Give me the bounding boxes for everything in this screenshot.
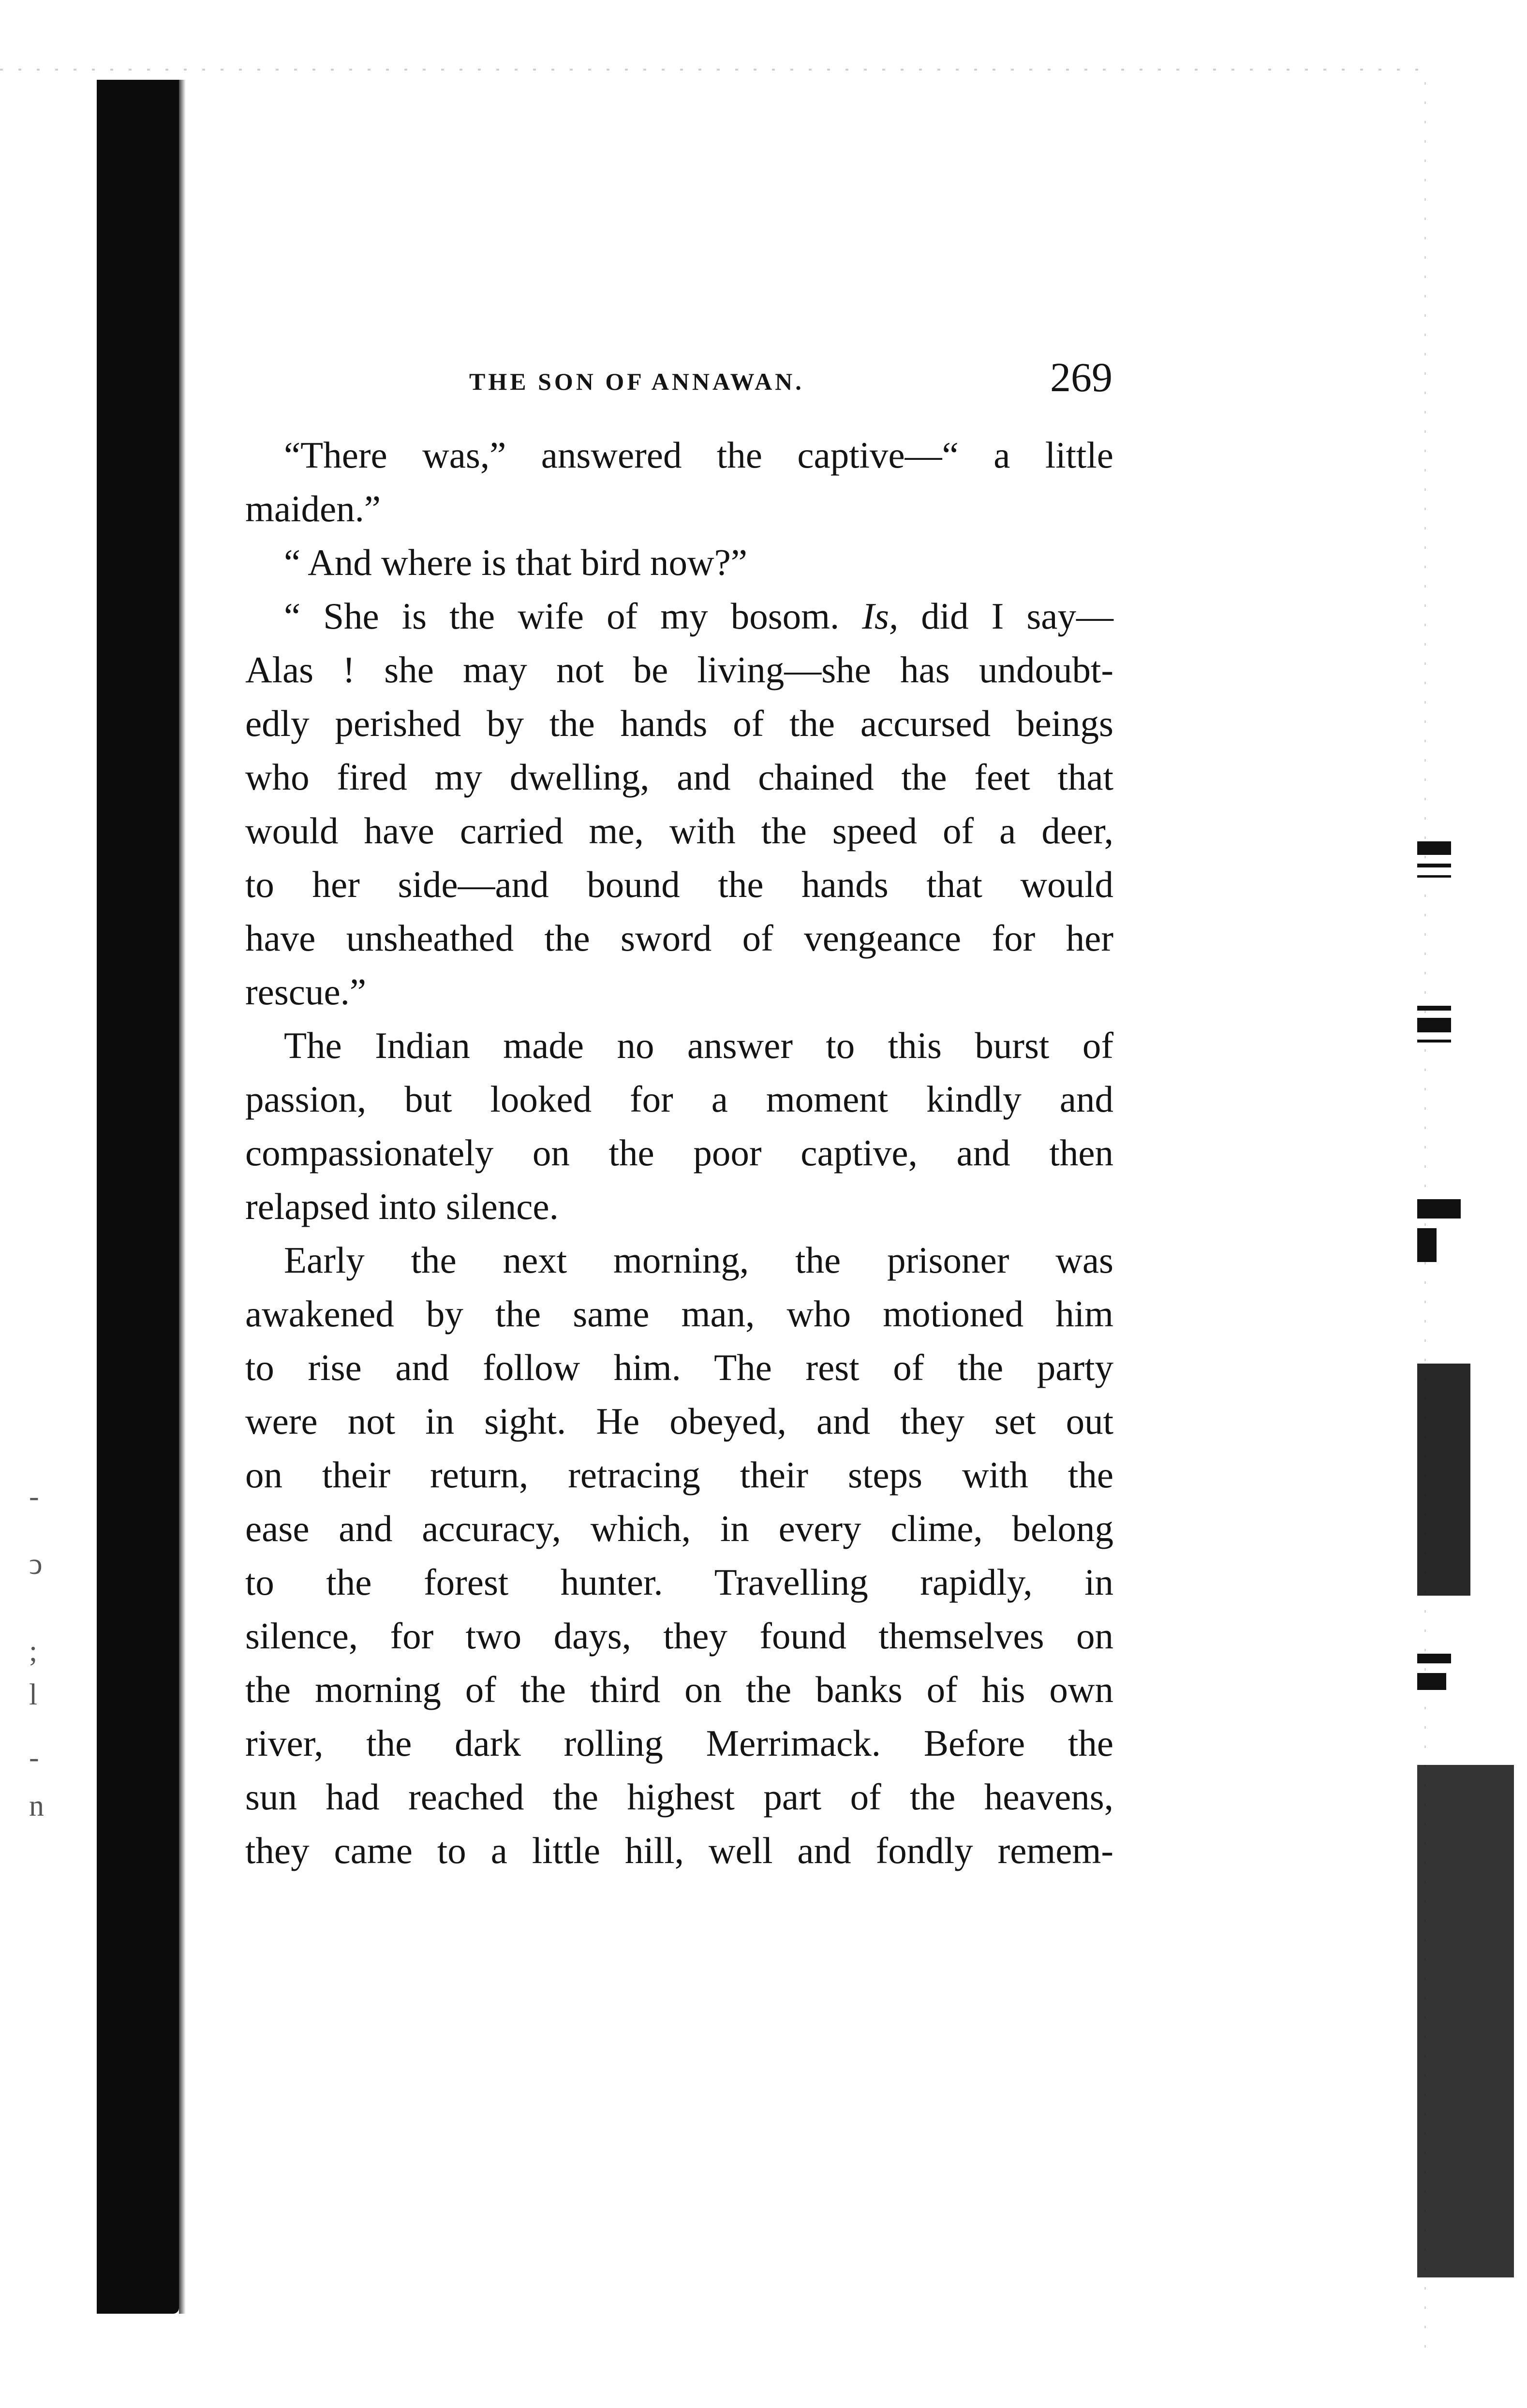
text-line: have unsheathed the sword of vengeance for her <box>245 917 1113 959</box>
running-header <box>244 353 1112 411</box>
text-line: to rise and follow him. The rest of the party <box>245 1347 1113 1388</box>
running-title: THE SON OF ANNAWAN. <box>469 368 804 395</box>
text-line: who fired my dwelling, and chained the feet that <box>245 756 1113 798</box>
scan-top-edge <box>0 69 1427 71</box>
text-line: silence, for two days, they found themselves on <box>245 1615 1113 1657</box>
body-text <box>245 428 1113 1878</box>
bleed-mark: ; <box>29 1635 38 1668</box>
text-line: maiden.” <box>245 488 381 529</box>
text-line: river, the dark rolling Merrimack. Before the <box>245 1722 1113 1764</box>
bleed-mark: l <box>29 1678 38 1711</box>
text-line: ease and accuracy, which, in every clime, belong <box>245 1508 1113 1549</box>
text-line: compassionately on the poor captive, and then <box>245 1132 1113 1174</box>
text-line: passion, but looked for a moment kindly and <box>245 1078 1113 1120</box>
text-line: The Indian made no answer to this burst of <box>284 1025 1113 1066</box>
text-line: Alas ! she may not be living—she has undoubt- <box>245 649 1113 690</box>
bleed-mark: - <box>29 1480 39 1513</box>
bleed-mark: ͻ <box>29 1548 43 1581</box>
text-line: “ And where is that bird now?” <box>284 542 747 583</box>
text-line: Early the next morning, the prisoner was <box>284 1239 1113 1281</box>
bleed-mark: n <box>29 1790 44 1822</box>
margin-scan-artifacts <box>1403 822 1527 2321</box>
binding-spine-shadow <box>97 80 179 2314</box>
emphasized-word: Is, <box>862 595 899 637</box>
text-line: would have carried me, with the speed of a deer, <box>245 810 1113 852</box>
text-line: they came to a little hill, well and fondly remem- <box>245 1830 1113 1871</box>
page-number: 269 <box>1050 354 1112 400</box>
text-line: the morning of the third on the banks of his own <box>245 1669 1113 1710</box>
text-line: sun had reached the highest part of the heavens, <box>245 1776 1113 1818</box>
text-line: “ She is the wife of my bosom. Is, did I say— <box>284 595 1113 637</box>
text-line: relapsed into silence. <box>245 1186 559 1227</box>
text-line: to the forest hunter. Travelling rapidly, in <box>245 1561 1113 1603</box>
text-line: awakened by the same man, who motioned him <box>245 1293 1113 1335</box>
bleed-mark: - <box>29 1741 39 1774</box>
text-line: on their return, retracing their steps with the <box>245 1454 1113 1496</box>
text-line: were not in sight. He obeyed, and they set out <box>245 1400 1113 1442</box>
text-line: rescue.” <box>245 971 367 1013</box>
text-line: edly perished by the hands of the accursed beings <box>245 703 1113 744</box>
text-line: to her side—and bound the hands that would <box>245 864 1113 905</box>
text-line: “There was,” answered the captive—“ a little <box>284 434 1113 476</box>
